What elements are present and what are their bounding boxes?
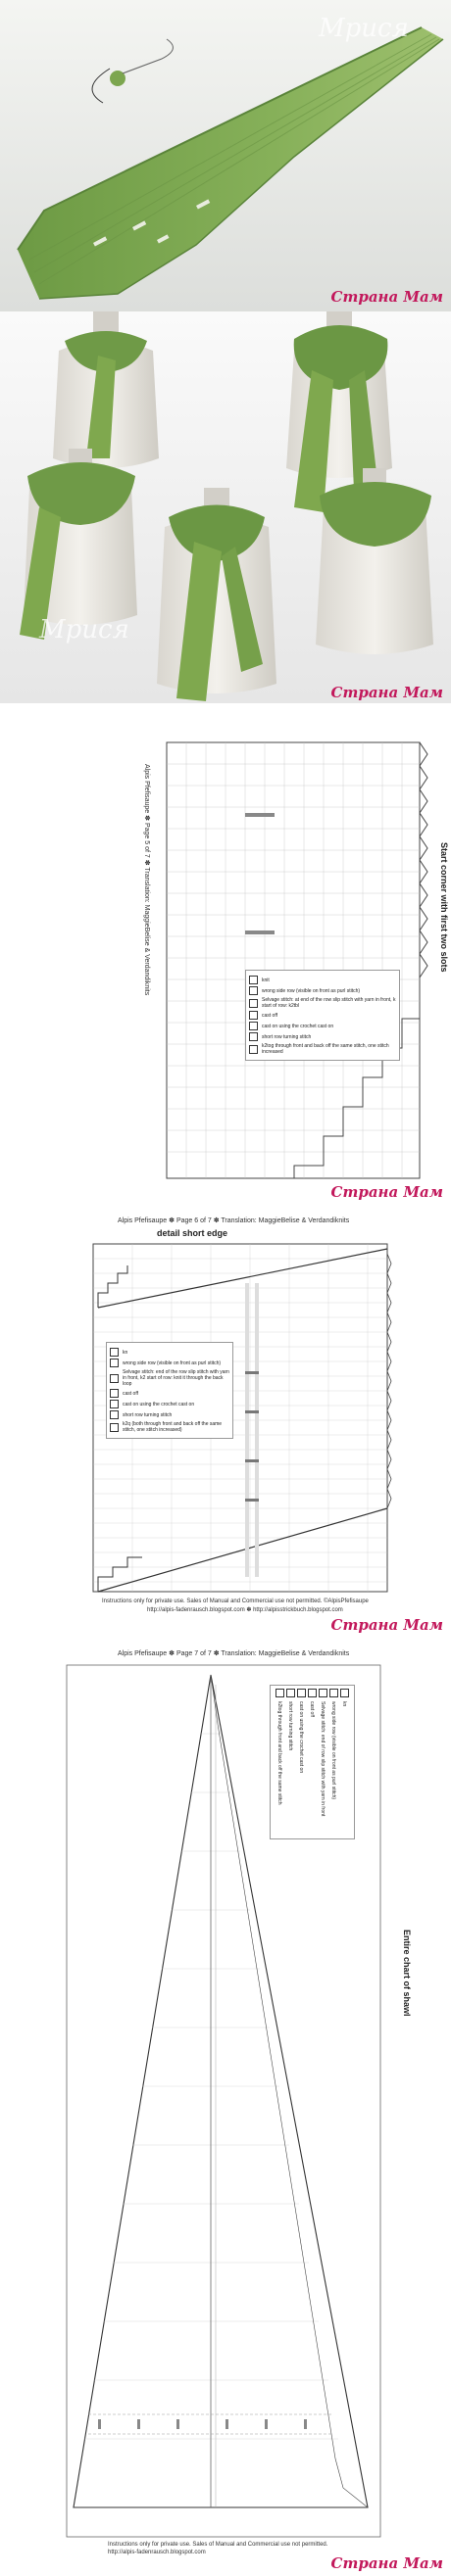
page-7-footer-2: http://alpis-fadenrausch.blogspot.com [108, 2550, 206, 2555]
site-watermark: Страна Мам [330, 288, 443, 306]
short-row-symbol [110, 1410, 119, 1419]
k2tog-symbol [110, 1423, 119, 1432]
entire-shawl-chart [0, 1646, 451, 2576]
page-6-legend [106, 1342, 233, 1439]
dot-symbol [249, 986, 258, 995]
legend-row: Selvage stitch: end of the row slip stitch with yarn in front, k2 start of row: knit it through the back loop [110, 1369, 229, 1387]
legend-row: wrong side row (visible on front as purl stitch) [110, 1359, 229, 1367]
knit-symbol [340, 1689, 349, 1697]
page-7-title: Entire chart of shawl [402, 1930, 412, 2017]
short-row-symbol [249, 1032, 258, 1041]
knit-symbol [249, 976, 258, 984]
site-watermark-4: Страна Мам [330, 1616, 443, 1634]
o-symbol [249, 1022, 258, 1030]
photo-flat-shawl [0, 0, 451, 311]
page-6-footer-2: http://alpis-fadenrausch.blogspot.com ✽ http://alpisstrickbuch.blogspot.com [147, 1607, 343, 1613]
dot-symbol [329, 1689, 338, 1697]
legend-row: cast on using the crochet cast on [110, 1400, 229, 1408]
page-5-legend [245, 970, 400, 1061]
legend-row: k2tog through front and back off the same stitch [276, 1689, 284, 1836]
site-watermark-3: Страна Мам [330, 1183, 443, 1201]
knit-symbol [110, 1348, 119, 1357]
page-6-footer-1: Instructions only for private use. Sales of Manual and Commercial use not permitted. ©AlpisPfefisaupe [102, 1598, 369, 1604]
legend-row: kn [110, 1348, 229, 1357]
photo-mannequins [0, 311, 451, 703]
legend-row: wrong side row (visible on front as purl stitch) [249, 986, 396, 995]
page-7-header: Alpis Pfefisaupe ✽ Page 7 of 7 ✽ Translation: MaggieBelise & Verdandiknits [118, 1650, 350, 1657]
mannequin-bottom-left [20, 449, 137, 640]
x-symbol [308, 1689, 317, 1697]
legend-row: short row turning stitch [286, 1689, 295, 1836]
legend-row: wrong side row (visible on front as purl stitch) [329, 1689, 338, 1836]
page-5-title: Start corner with first two slots [439, 842, 449, 973]
legend-row: cast off [249, 1011, 396, 1020]
flat-shawl-illustration [0, 0, 451, 311]
chart-page-6 [0, 1215, 451, 1636]
mannequin-bottom-right [316, 468, 433, 654]
site-watermark-5: Страна Мам [330, 2554, 443, 2572]
page-7-footer-1: Instructions only for private use. Sales of Manual and Commercial use not permitted. [108, 2542, 328, 2548]
chart-page-7 [0, 1646, 451, 2576]
legend-row: k2tog through front and back off the same stitch, one stitch increased [249, 1043, 396, 1055]
short-row-symbol [286, 1689, 295, 1697]
signature-watermark-2: Мрися [39, 615, 129, 644]
k2tog-symbol [249, 1045, 258, 1054]
mannequin-bottom-center [157, 488, 276, 701]
page-5-header: Alpis Pfefisaupe ✽ Page 5 of 7 ✽ Translation: MaggieBelise & Verdandiknits [143, 764, 150, 996]
site-watermark-2: Страна Мам [330, 684, 443, 701]
legend-row: cast on using the crochet cast on [297, 1689, 306, 1836]
chart-page-5 [0, 725, 451, 1205]
dot-symbol [110, 1359, 119, 1367]
legend-row: short row turning stitch [110, 1410, 229, 1419]
legend-row: cast off [308, 1689, 317, 1836]
legend-row: kn [340, 1689, 349, 1836]
page-7-legend [270, 1685, 355, 1839]
k2tog-symbol [276, 1689, 284, 1697]
legend-row: cast off [110, 1389, 229, 1398]
slash-symbol [319, 1689, 327, 1697]
legend-row: Selvage stitch: at end of the row slip stitch with yarn in front, k start of row: k2tbl [249, 997, 396, 1009]
o-symbol [297, 1689, 306, 1697]
x-symbol [110, 1389, 119, 1398]
o-symbol [110, 1400, 119, 1408]
legend-row: short row turning stitch [249, 1032, 396, 1041]
slash-symbol [110, 1374, 119, 1383]
slash-symbol [249, 999, 258, 1008]
page-6-header: Alpis Pfefisaupe ✽ Page 6 of 7 ✽ Translation: MaggieBelise & Verdandiknits [118, 1217, 350, 1224]
legend-row: knit [249, 976, 396, 984]
page-6-title: detail short edge [157, 1228, 228, 1238]
mannequins-illustration [0, 311, 451, 703]
legend-row: cast on using the crochet cast on [249, 1022, 396, 1030]
signature-watermark: Мрися [319, 14, 409, 43]
start-corner-chart [0, 725, 451, 1205]
legend-row: Selvage stitch: end of row slip stitch with yarn in front [319, 1689, 327, 1836]
x-symbol [249, 1011, 258, 1020]
legend-row: k2q (both through front and back off the same stitch, one stitch increased) [110, 1421, 229, 1433]
